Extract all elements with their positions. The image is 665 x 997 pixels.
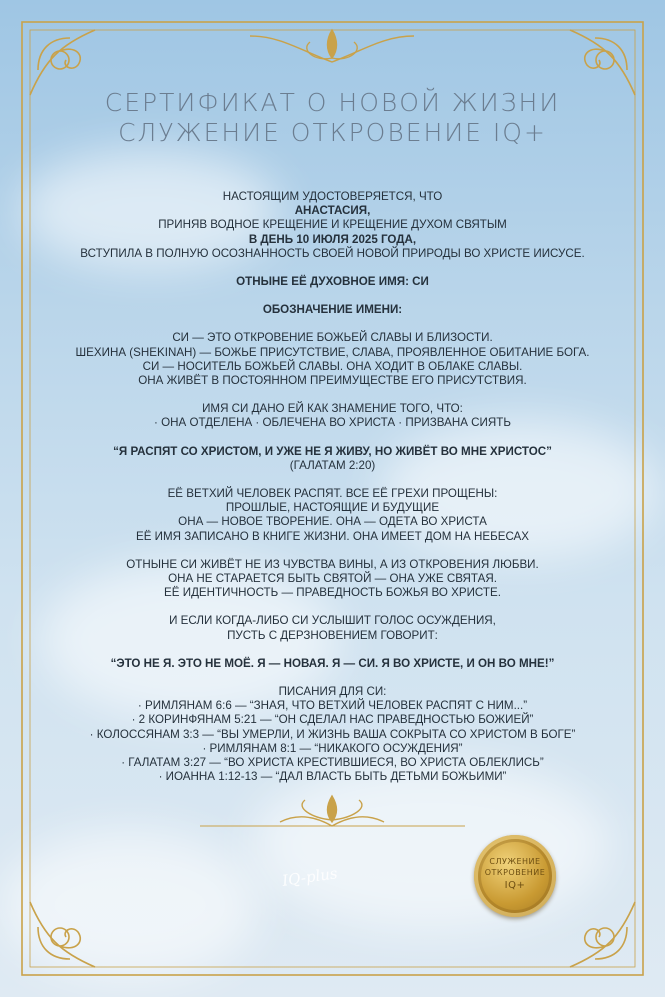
gold-seal [474,835,556,917]
meaning-heading: ОБОЗНАЧЕНИЕ ИМЕНИ: [262,303,403,317]
meaning-line: ОНА ЖИВЁТ В ПОСТОЯННОМ ПРЕИМУЩЕСТВЕ ЕГО ПРИСУТСТВИЯ. [138,374,527,388]
seal-text: СЛУЖЕНИЕ [489,857,541,866]
meaning-line: ШЕХИНА (SHEKINAH) — БОЖЬЕ ПРИСУТСТВИЕ, СЛАВА, ПРОЯВЛЕННОЕ ОБИТАНИЕ БОГА. [75,345,590,359]
spiritual-name: ОТНЫНЕ ЕЁ ДУХОВНОЕ ИМЯ: СИ [236,275,429,289]
love-line: ОТНЫНЕ СИ ЖИВЁТ НЕ ИЗ ЧУВСТВА ВИНЫ, А ИЗ ОТКРОВЕНИЯ ЛЮБВИ. [126,557,539,571]
fleur-de-lis-icon [250,30,414,62]
sign-line: · ОНА ОТДЕЛЕНА · ОБЛЕЧЕНА ВО ХРИСТА · ПРИЗВАНА СИЯТЬ [154,416,511,430]
boldness-line: ПУСТЬ С ДЕРЗНОВЕНИЕМ ГОВОРИТ: [227,628,438,642]
meaning-line: СИ — НОСИТЕЛЬ БОЖЬЕЙ СЛАВЫ. ОНА ХОДИТ В ОБЛАКЕ СЛАВЫ. [142,359,523,373]
corner-flourish-icon [30,902,95,967]
signature: IQ-plus [281,864,339,890]
sign-line: ИМЯ СИ ДАНО ЕЙ КАК ЗНАМЕНИЕ ТОГО, ЧТО: [202,402,463,416]
quote-galatians: “Я РАСПЯТ СО ХРИСТОМ, И УЖЕ НЕ Я ЖИВУ, НО ЖИВЁТ ВО МНЕ ХРИСТОС” [113,444,552,458]
declaration-quote: “ЭТО НЕ Я. ЭТО НЕ МОЁ. Я — НОВАЯ. Я — СИ. Я ВО ХРИСТЕ, И ОН ВО МНЕ!” [110,656,555,670]
boldness-line: И ЕСЛИ КОГДА-ЛИБО СИ УСЛЫШИТ ГОЛОС ОСУЖДЕНИЯ, [169,614,496,628]
scripture-item: · РИМЛЯНАМ 8:1 — “НИКАКОГО ОСУЖДЕНИЯ” [202,741,463,755]
love-line: ЕЁ ИДЕНТИЧНОСТЬ — ПРАВЕДНОСТЬ БОЖЬЯ ВО ХРИСТЕ. [164,586,501,600]
entered-text: ВСТУПИЛА В ПОЛНУЮ ОСОЗНАННОСТЬ СВОЕЙ НОВОЙ ПРИРОДЫ ВО ХРИСТЕ ИИСУСЕ. [80,246,585,260]
corner-flourish-icon [570,30,635,95]
scriptures-heading: ПИСАНИЯ ДЛЯ СИ: [278,685,387,699]
old-man-line: ЕЁ ИМЯ ЗАПИСАНО В КНИГЕ ЖИЗНИ. ОНА ИМЕЕТ ДОМ НА НЕБЕСАХ [135,529,530,543]
quote-reference: (ГАЛАТАМ 2:20) [289,458,376,472]
meaning-line: СИ — ЭТО ОТКРОВЕНИЕ БОЖЬЕЙ СЛАВЫ И БЛИЗОСТИ. [172,331,493,345]
scripture-item: · ИОАННА 1:12-13 — “ДАЛ ВЛАСТЬ БЫТЬ ДЕТЬМИ БОЖЬИМИ” [158,770,507,784]
certificate-subtitle: СЛУЖЕНИЕ ОТКРОВЕНИЕ IQ+ [118,118,547,147]
intro-text: НАСТОЯЩИМ УДОСТОВЕРЯЕТСЯ, ЧТО [222,190,443,203]
scripture-item: · ГАЛАТАМ 3:27 — “ВО ХРИСТА КРЕСТИВШИЕСЯ, ВО ХРИСТА ОБЛЕКЛИСЬ” [121,756,544,770]
baptism-date: В ДЕНЬ 10 ИЮЛЯ 2025 ГОДА, [248,232,417,246]
old-man-line: ПРОШЛЫЕ, НАСТОЯЩИЕ И БУДУЩИЕ [225,501,440,515]
old-man-line: ЕЁ ВЕТХИЙ ЧЕЛОВЕК РАСПЯТ. ВСЕ ЕЁ ГРЕХИ ПРОЩЕНЫ: [167,487,498,501]
scripture-item: · КОЛОССЯНАМ 3:3 — “ВЫ УМЕРЛИ, И ЖИЗНЬ ВАША СОКРЫТА СО ХРИСТОМ В БОГЕ” [89,727,576,741]
corner-flourish-icon [570,902,635,967]
corner-flourish-icon [30,30,95,95]
seal-text: ОТКРОВЕНИЕ [484,868,546,877]
certificate-body [40,190,625,785]
baptism-text: ПРИНЯВ ВОДНОЕ КРЕЩЕНИЕ И КРЕЩЕНИЕ ДУХОМ СВЯТЫМ [158,218,507,232]
scripture-item: · РИМЛЯНАМ 6:6 — “ЗНАЯ, ЧТО ВЕТХИЙ ЧЕЛОВЕК РАСПЯТ С НИМ...” [137,699,528,713]
old-man-line: ОНА — НОВОЕ ТВОРЕНИЕ. ОНА — ОДЕТА ВО ХРИСТА [178,515,487,529]
recipient-name: АНАСТАСИЯ, [294,204,371,218]
scripture-item: · 2 КОРИНФЯНАМ 5:21 — “ОН СДЕЛАЛ НАС ПРАВЕДНОСТЬЮ БОЖИЕЙ” [131,713,534,727]
certificate-title: СЕРТИФИКАТ О НОВОЙ ЖИЗНИ [104,88,561,117]
seal-text: IQ+ [504,880,526,891]
fleur-de-lis-icon [200,796,465,826]
love-line: ОНА НЕ СТАРАЕТСЯ БЫТЬ СВЯТОЙ — ОНА УЖЕ СВЯТАЯ. [168,572,497,586]
